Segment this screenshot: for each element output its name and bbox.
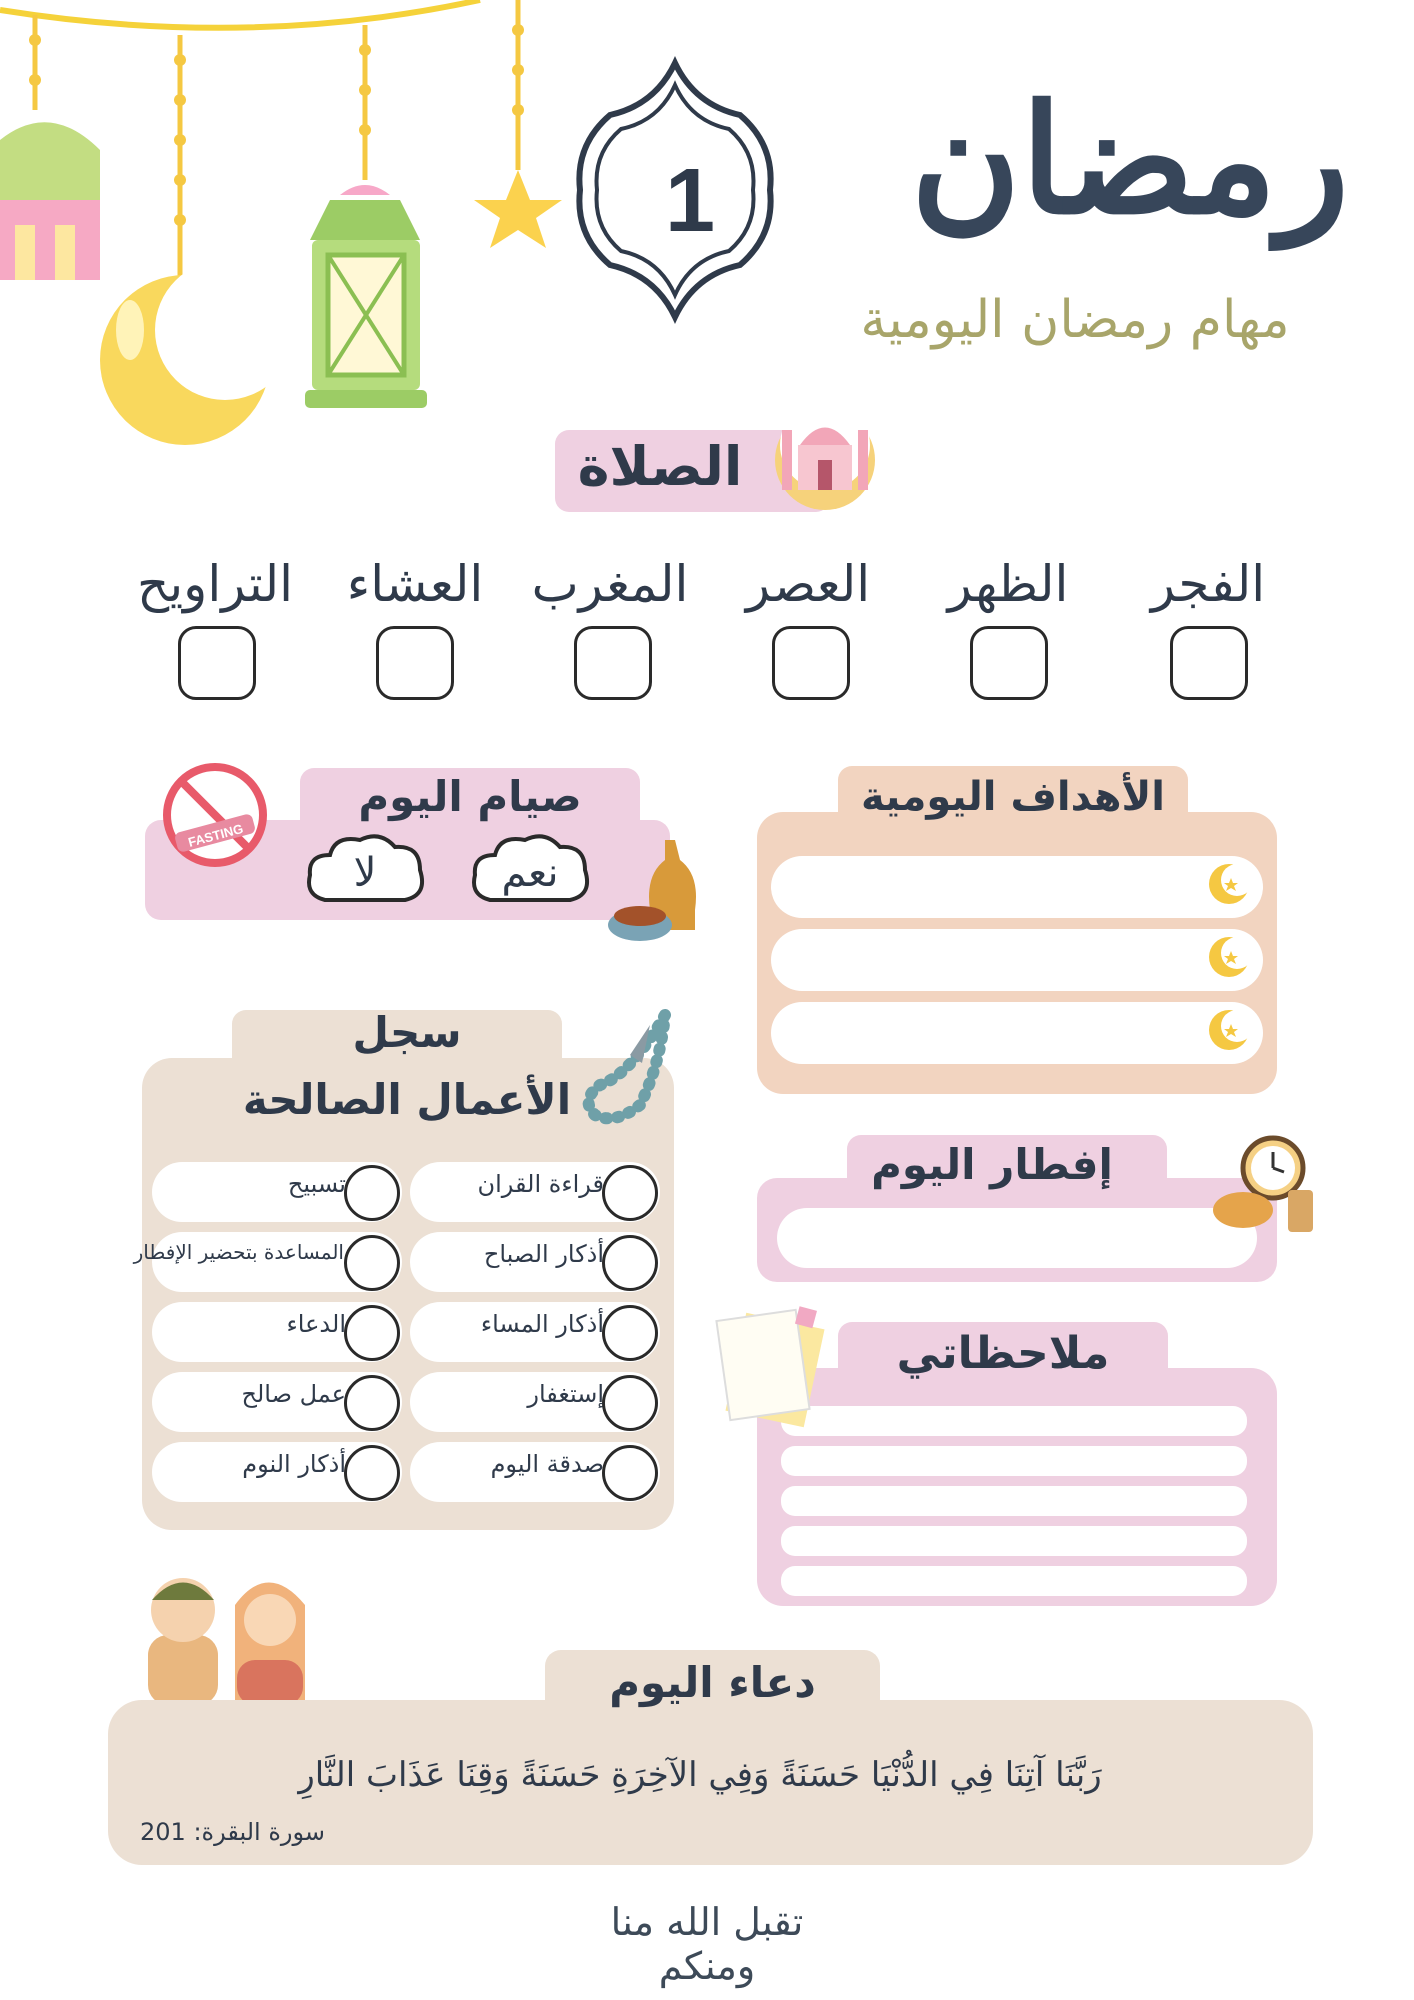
- goal-input-2[interactable]: [771, 929, 1263, 991]
- no-fasting-badge-icon: [140, 745, 290, 885]
- prayer-checkbox-dhuhr[interactable]: [970, 626, 1048, 700]
- prayer-beads-icon: [570, 995, 680, 1130]
- note-line-3[interactable]: [781, 1486, 1247, 1516]
- deed-item-good-deed[interactable]: عمل صالح: [152, 1372, 402, 1432]
- prayer-name-dhuhr: الظهر: [947, 555, 1069, 613]
- goal-crescent-icon-1: [1207, 862, 1251, 906]
- crescent-moon-icon: [100, 260, 295, 445]
- prayer-name-fajr: الفجر: [1150, 555, 1266, 613]
- praying-kids-illustration: [140, 1565, 315, 1705]
- day-number: 1: [664, 151, 716, 251]
- dua-title: دعاء اليوم: [609, 1658, 816, 1707]
- deed-check-circle[interactable]: [602, 1375, 658, 1431]
- iftar-input[interactable]: [777, 1208, 1257, 1268]
- prayer-checkbox-isha[interactable]: [376, 626, 454, 700]
- deed-check-circle[interactable]: [344, 1445, 400, 1501]
- deeds-title-line2: الأعمال الصالحة: [242, 1075, 572, 1124]
- deed-item-sleep-adhkar[interactable]: أذكار النوم: [152, 1442, 402, 1502]
- prayer-checkbox-asr[interactable]: [772, 626, 850, 700]
- deed-check-circle[interactable]: [344, 1165, 400, 1221]
- prayer-checkbox-fajr[interactable]: [1170, 626, 1248, 700]
- goals-panel: [757, 812, 1277, 1094]
- prayer-name-taraweeh: التراويح: [136, 555, 294, 613]
- goal-crescent-icon-3: [1207, 1008, 1251, 1052]
- prayer-name-isha: العشاء: [346, 555, 484, 613]
- note-line-2[interactable]: [781, 1446, 1247, 1476]
- deed-item-istighfar[interactable]: إستغفار: [410, 1372, 660, 1432]
- mosque-icon: [760, 375, 890, 510]
- goals-title: الأهداف اليومية: [861, 774, 1165, 820]
- iftar-title: إفطار اليوم: [871, 1140, 1113, 1189]
- deed-check-circle[interactable]: [602, 1165, 658, 1221]
- prayer-name-maghrib: المغرب: [531, 555, 689, 613]
- clock-food-icon: [1208, 1130, 1318, 1240]
- deed-item-quran[interactable]: قراءة القران: [410, 1162, 660, 1222]
- page-subtitle: مهام رمضان اليومية: [860, 290, 1290, 350]
- hanging-decorations: [0, 0, 600, 460]
- deed-check-circle[interactable]: [602, 1445, 658, 1501]
- deeds-title-line1: سجل: [352, 1008, 462, 1057]
- deed-check-circle[interactable]: [602, 1235, 658, 1291]
- prayer-checkbox-taraweeh[interactable]: [178, 626, 256, 700]
- deed-check-circle[interactable]: [344, 1375, 400, 1431]
- prayer-checkbox-maghrib[interactable]: [574, 626, 652, 700]
- note-line-1[interactable]: [781, 1406, 1247, 1436]
- dome-lantern-icon: [0, 122, 100, 280]
- goal-crescent-icon-2: [1207, 935, 1251, 979]
- notes-title: ملاحظاتي: [896, 1328, 1110, 1379]
- fasting-badge-text: FASTING: [186, 820, 245, 850]
- footer-calligraphy: تقبل الله منا ومنكم: [610, 1900, 804, 1988]
- dua-verse: رَبَّنَا آتِنَا فِي الدُّنْيَا حَسَنَةً وَفِي الآخِرَةِ حَسَنَةً وَقِنَا عَذَابَ النَّارِ: [298, 1755, 1102, 1795]
- deed-item-tasbeeh[interactable]: تسبيح: [152, 1162, 402, 1222]
- note-line-4[interactable]: [781, 1526, 1247, 1556]
- deed-check-circle[interactable]: [602, 1305, 658, 1361]
- deed-item-charity[interactable]: صدقة اليوم: [410, 1442, 660, 1502]
- dates-coffee-icon: [605, 830, 715, 945]
- deed-item-dua[interactable]: الدعاء: [152, 1302, 402, 1362]
- fasting-yes-label: نعم: [501, 850, 559, 896]
- deed-check-circle[interactable]: [344, 1305, 400, 1361]
- page-title: رمضان: [910, 72, 1350, 248]
- notes-panel: [757, 1368, 1277, 1606]
- deed-item-morning-adhkar[interactable]: أذكار الصباح: [410, 1232, 660, 1292]
- dua-reference: سورة البقرة: 201: [140, 1818, 326, 1846]
- lantern-icon: [305, 185, 427, 408]
- deed-item-evening-adhkar[interactable]: أذكار المساء: [410, 1302, 660, 1362]
- fasting-title: صيام اليوم: [358, 772, 582, 821]
- prayer-name-asr: العصر: [745, 555, 871, 613]
- fasting-no-label: لا: [353, 850, 377, 896]
- note-line-5[interactable]: [781, 1566, 1247, 1596]
- deed-item-iftar-help[interactable]: المساعدة بتحضير الإفطار: [152, 1232, 402, 1292]
- goal-input-1[interactable]: [771, 856, 1263, 918]
- star-icon: [474, 170, 562, 248]
- notepad-icon: [705, 1300, 835, 1430]
- goal-input-3[interactable]: [771, 1002, 1263, 1064]
- deed-check-circle[interactable]: [344, 1235, 400, 1291]
- prayer-section-title: الصلاة: [577, 435, 743, 498]
